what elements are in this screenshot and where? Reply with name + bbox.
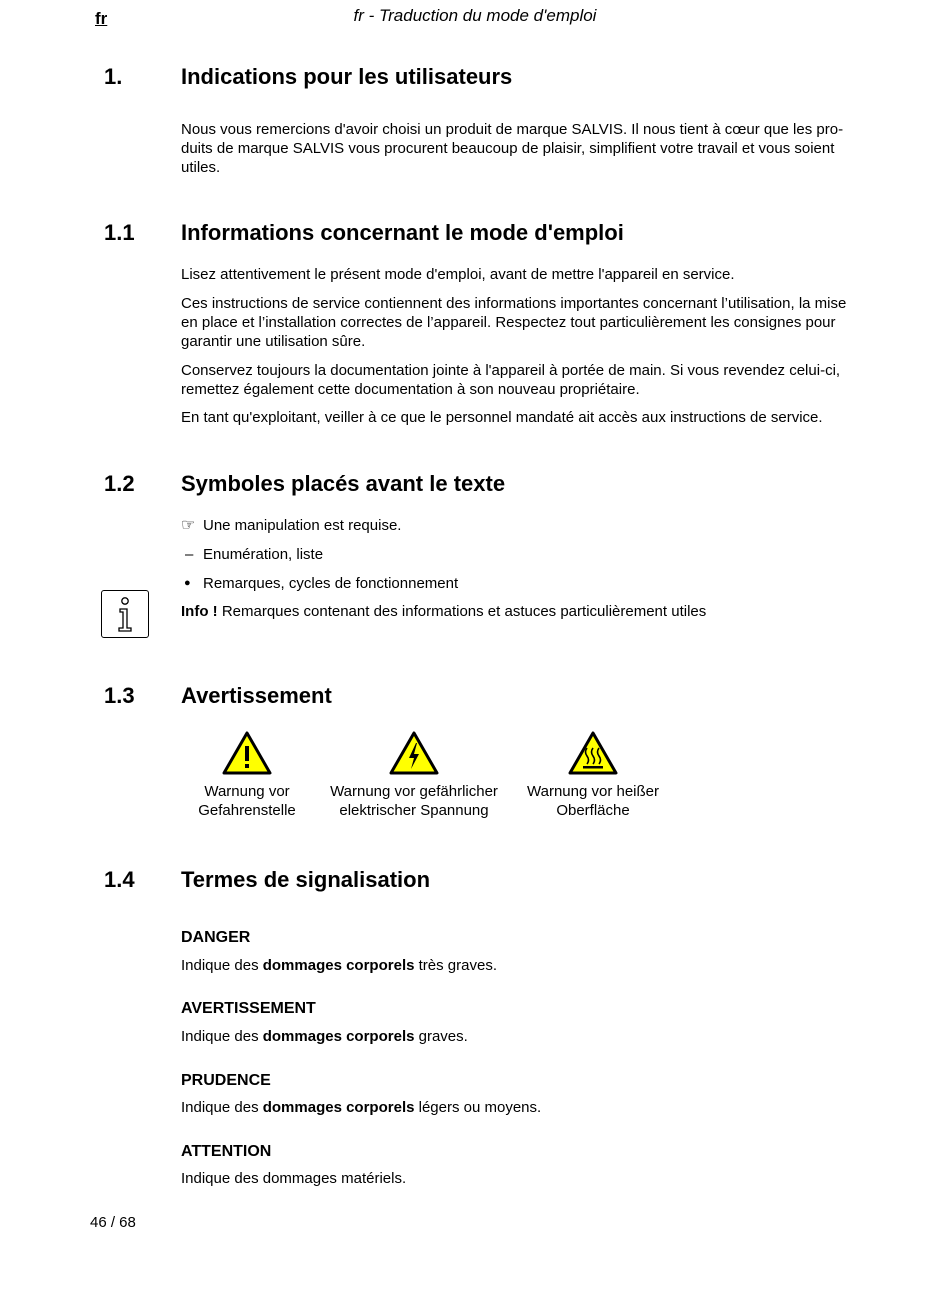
warning-label: Warnung vor xyxy=(204,783,290,800)
info-label: Info ! xyxy=(181,603,218,620)
signal-term-description: Indique des dommages corporels légers ou moyens. xyxy=(181,1099,542,1116)
section-title: Informations concernant le mode d'emploi xyxy=(181,220,624,245)
signal-term-caution: PRUDENCE xyxy=(181,1072,271,1089)
symbol-row xyxy=(181,574,458,593)
signal-term-description: Indique des dommages matériels. xyxy=(181,1170,407,1187)
electrical-warning-icon xyxy=(388,730,440,776)
paragraph: En tant qu'exploitant, veiller à ce que le personnel mandaté ait accès aux instructions de service. xyxy=(181,409,823,426)
signal-term-attention: ATTENTION xyxy=(181,1143,272,1160)
section-number: 1.4 xyxy=(104,867,135,892)
symbol-description: Remarques, cycles de fonctionnement xyxy=(203,575,459,592)
paragraph: Ces instructions de service contiennent des informations importantes concernant l’utilisation, la mise en place et l’installation correctes de l’appareil. Respectez tout particulièrement les consignes pour garantir une utilisation sûre. xyxy=(181,295,847,350)
section-number: 1. xyxy=(104,64,123,89)
info-text: Remarques contenant des informations et astuces particulièrement utiles xyxy=(217,603,707,620)
section-title: Avertissement xyxy=(181,683,332,708)
warning-hot-surface xyxy=(503,730,683,820)
general-warning-icon xyxy=(221,730,273,776)
signal-term-danger: DANGER xyxy=(181,929,251,946)
intro-paragraph: Nous vous remercions d'avoir choisi un produit de marque SALVIS. Il nous tient à cœur que les pro-duits de marque SALVIS vous procurent beaucoup de plaisir, simplifient votre travail et vous soient utiles. xyxy=(181,121,844,176)
section-number: 1.2 xyxy=(104,471,135,496)
section-title: Symboles placés avant le texte xyxy=(181,471,506,496)
paragraph: Conservez toujours la documentation jointe à l'appareil à portée de main. Si vous revendez celui-ci, remettez également cette documentation à son nouveau propriétaire. xyxy=(181,362,841,398)
bullet-icon: ● xyxy=(184,577,191,589)
paragraph: Lisez attentivement le présent mode d'emploi, avant de mettre l'appareil en service. xyxy=(181,266,735,283)
signal-term-description: Indique des dommages corporels graves. xyxy=(181,1028,468,1045)
section-number: 1.3 xyxy=(104,683,135,708)
warning-label: Warnung vor heißer xyxy=(527,783,659,800)
section-title: Termes de signalisation xyxy=(181,867,431,892)
signal-term-description: Indique des dommages corporels très graves. xyxy=(181,957,497,974)
warning-electrical xyxy=(324,730,504,820)
dash-icon: – xyxy=(185,546,194,563)
warning-general xyxy=(157,730,337,820)
section-number: 1.1 xyxy=(104,220,135,245)
signal-term-warning: AVERTISSEMENT xyxy=(181,1000,316,1017)
warning-label: elektrischer Spannung xyxy=(339,802,489,819)
info-icon xyxy=(101,590,149,638)
warning-label: Gefahrenstelle xyxy=(198,802,296,819)
info-note xyxy=(181,602,861,621)
symbol-description: Enumération, liste xyxy=(203,546,324,563)
symbol-description: Une manipulation est requise. xyxy=(203,517,402,534)
warning-label: Warnung vor gefährlicher xyxy=(330,783,498,800)
page-header-title: fr - Traduction du mode d'emploi xyxy=(353,6,597,25)
pointing-hand-icon: ☞ xyxy=(181,517,196,534)
page-number: 46 / 68 xyxy=(90,1214,136,1231)
section-title: Indications pour les utilisateurs xyxy=(181,64,513,89)
warning-label: Oberfläche xyxy=(556,802,630,819)
hot-surface-warning-icon xyxy=(567,730,619,776)
language-code: fr xyxy=(95,9,108,28)
symbol-row xyxy=(181,545,323,564)
symbol-row xyxy=(181,516,401,535)
